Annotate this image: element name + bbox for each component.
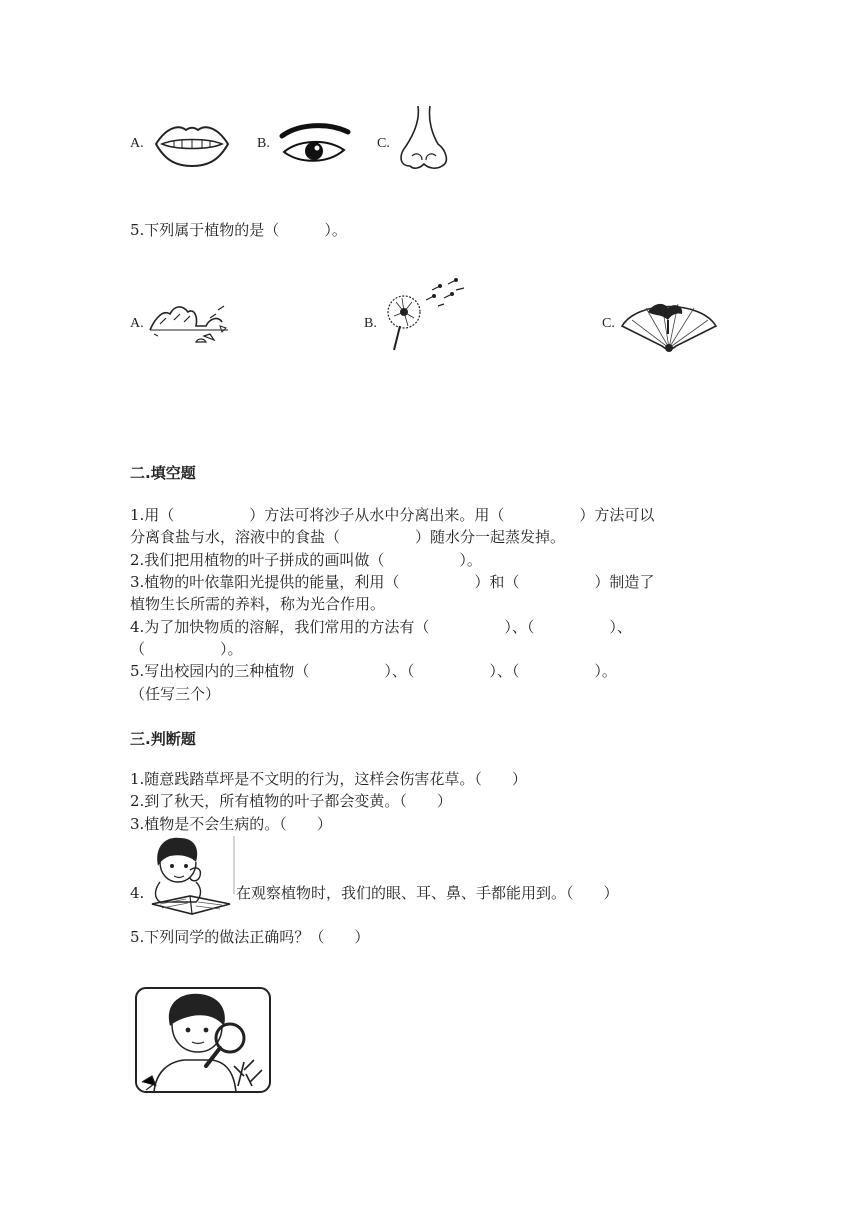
fill-line-3: 2.我们把用植物的叶子拼成的画叫做（ ）。: [130, 551, 482, 569]
nose-icon: [396, 104, 452, 172]
dandelion-icon: [382, 278, 468, 352]
q5-option-b-label: B.: [364, 316, 377, 331]
judge-question-2: 2.到了秋天，所有植物的叶子都会变黄。（ ）: [130, 792, 452, 810]
fill-line-6: 4.为了加快物质的溶解，我们常用的方法有（ ）、（ ）、: [130, 618, 632, 636]
boy-magnifier-icon: [134, 986, 272, 1094]
judge-question-3: 3.植物是不会生病的。（ ）: [130, 815, 332, 833]
judge-question-5: 5.下列同学的做法正确吗？（ ）: [130, 928, 370, 946]
eye-icon: [278, 122, 350, 168]
judge-section-heading: 三.判断题: [130, 730, 196, 748]
rock-icon: [148, 296, 234, 350]
option-a-label: A.: [130, 136, 144, 151]
mouth-icon: [152, 118, 232, 170]
judge-question-4-number: 4.: [130, 884, 145, 902]
fill-line-9: （任写三个）: [130, 685, 221, 703]
option-c-label: C.: [377, 136, 390, 151]
fill-section-heading: 二.填空题: [130, 464, 196, 482]
fill-line-8: 5.写出校园内的三种植物（ ）、（ ）、（ ）。: [130, 662, 617, 680]
q5-option-c-label: C.: [602, 316, 615, 331]
judge-question-1: 1.随意践踏草坪是不文明的行为，这样会伤害花草。（ ）: [130, 770, 527, 788]
fill-line-2: 分离食盐与水，溶液中的食盐（ ）随水分一起蒸发掉。: [130, 528, 566, 546]
boy-reading-icon: [150, 836, 236, 918]
fill-line-4: 3.植物的叶依靠阳光提供的能量，利用（ ）和（ ）制造了: [130, 573, 655, 591]
fill-line-1: 1.用（ ）方法可将沙子从水中分离出来。用（ ）方法可以: [130, 506, 655, 524]
question-5-text: 5.下列属于植物的是（ ）。: [130, 221, 347, 239]
q5-option-a-label: A.: [130, 316, 144, 331]
fill-line-7: （ ）。: [130, 640, 243, 658]
painted-fan-icon: [618, 294, 720, 356]
option-b-label: B.: [257, 136, 270, 151]
fill-line-5: 植物生长所需的养料，称为光合作用。: [130, 595, 386, 613]
judge-question-4-text: 在观察植物时，我们的眼、耳、鼻、手都能用到。（ ）: [236, 884, 619, 902]
